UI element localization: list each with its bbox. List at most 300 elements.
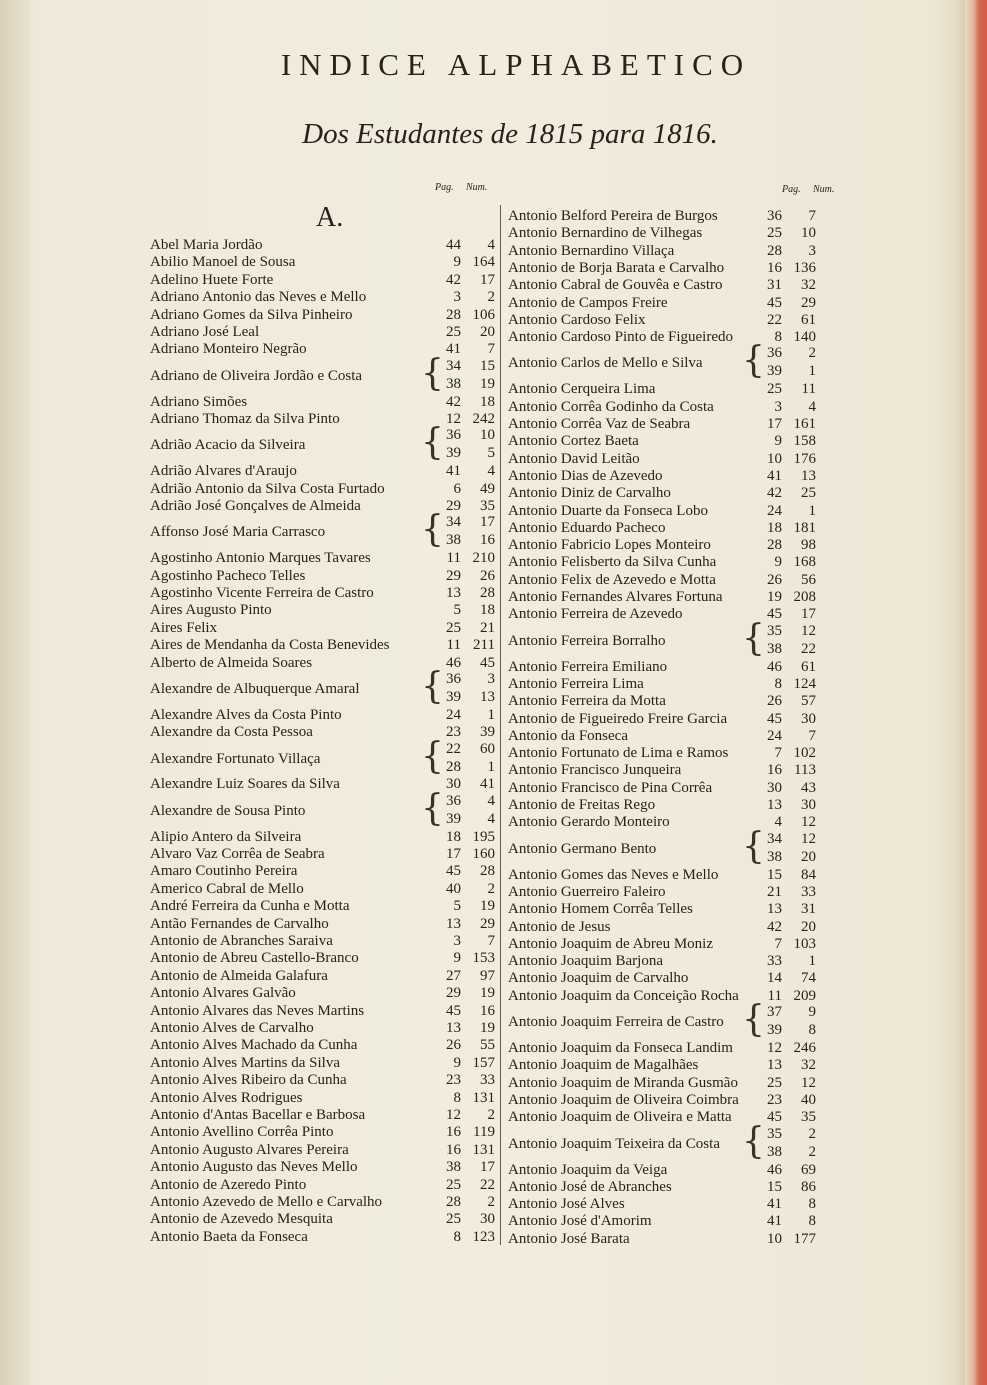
brace-glyph: { [421,787,444,829]
student-name: Adriano de Oliveira Jordão e Costa [150,367,363,384]
index-entry [150,932,495,950]
index-entry [508,952,816,970]
student-name: Antonio David Leitão [508,450,640,467]
student-name: Antonio Joaquim de Miranda Gusmão [508,1074,738,1091]
entry-number: 31 [801,901,816,918]
page-number: 46 [446,654,461,671]
entry-number: 17 [801,606,816,623]
entry-number: 3 [808,242,816,259]
student-name: Antonio Felisberto da Silva Cunha [508,554,717,571]
page-number: 5 [453,602,461,619]
entry-number: 102 [793,745,816,762]
index-entry [150,1158,495,1176]
index-entry [508,207,816,225]
student-name: Antonio Ferreira de Azevedo [508,606,683,623]
page-number: 36 [446,671,461,687]
entry-number: 17 [480,271,495,288]
index-entry [508,553,816,571]
entry-number: 28 [480,863,495,880]
entry-number: 4 [487,792,495,809]
index-entry [508,1230,816,1248]
page-number: 25 [767,1074,782,1091]
page-number: 25 [446,619,461,636]
student-name: Antonio Francisco Junqueira [508,762,682,779]
entry-number: 7 [487,341,495,358]
index-entry [150,1054,495,1072]
entry-number: 7 [808,208,816,224]
page-number: 26 [446,1037,461,1054]
page-number: 29 [446,985,461,1002]
index-entry [150,306,495,324]
student-name: Antonio Ferreira Lima [508,675,644,692]
index-entry [508,467,816,485]
index-entry [508,502,816,520]
entry-number: 158 [793,433,816,450]
entry-number: 12 [801,1074,816,1091]
entry-number: 2 [808,345,816,362]
page-number: 10 [767,450,782,467]
page-number: 25 [767,381,782,398]
page-number: 30 [446,776,461,793]
page-number: 42 [446,393,461,410]
page-number: 46 [767,658,782,675]
entry-number: 12 [801,622,816,639]
entry-number: 131 [472,1141,495,1158]
page-number: 28 [767,242,782,259]
student-name: Antonio Ferreira da Motta [508,693,666,710]
index-entry [508,1161,816,1179]
student-name: Alexandre de Albuquerque Amaral [150,681,360,697]
student-name: Antonio Joaquim Teixeira da Costa [508,1135,720,1152]
page-number: 11 [446,550,461,567]
page-number: 13 [446,1020,461,1036]
index-entry [508,744,816,762]
entry-number: 140 [793,329,816,346]
page-number: 9 [453,254,461,271]
student-name: Antonio de Jesus [508,918,611,935]
index-entry [508,796,816,814]
student-name: Antonio Alves Martins da Silva [150,1054,340,1071]
page-number: 19 [767,589,782,605]
page-number: 4 [774,814,782,831]
student-name: Antonio Joaquim de Oliveira e Matta [508,1109,732,1126]
index-entry [508,969,816,987]
page-number: 35 [767,1125,782,1142]
student-name: Antonio Carlos de Mello e Silva [508,355,703,372]
index-entry [150,393,495,411]
page-number: 21 [767,883,782,900]
page-number: 30 [767,779,782,796]
index-entry [150,323,495,341]
index-entry [150,1106,495,1124]
index-entry [508,866,816,884]
page-number: 26 [767,693,782,710]
student-name: André Ferreira da Cunha e Motta [150,898,350,915]
index-entry [150,462,495,480]
page-number: 38 [446,375,461,392]
student-name: Antonio Eduardo Pacheco [508,519,666,536]
page-number: 40 [446,880,461,897]
page-number: 37 [767,1004,782,1020]
index-entry [508,605,816,623]
brace-glyph: { [421,666,444,707]
index-entry [508,224,816,242]
entry-number: 4 [808,398,816,415]
index-entry [508,900,816,918]
entry-number: 28 [480,585,495,601]
page-number: 9 [774,554,782,571]
student-name: Antonio de Borja Barata e Carvalho [508,259,725,276]
index-entry [508,813,816,831]
index-entry [508,883,816,901]
page-number: 41 [446,341,461,358]
page-number: 8 [774,675,782,692]
student-name: Antonio Joaquim de Magalhães [508,1057,699,1074]
entry-number: 119 [473,1124,495,1141]
index-entry [508,276,816,294]
page-number: 25 [446,324,461,340]
page-number: 7 [774,745,782,762]
index-entry [508,692,816,710]
entry-number: 19 [480,1020,495,1036]
entry-number: 1 [808,953,816,970]
entry-number: 49 [480,480,495,497]
index-entry [150,984,495,1002]
student-name: Antonio Alves Rodrigues [150,1089,303,1106]
entry-number: 161 [793,416,816,432]
page-number: 22 [767,311,782,328]
entry-number: 20 [801,848,816,865]
index-entry [150,619,495,637]
page-number: 16 [767,762,782,779]
entry-number: 25 [801,485,816,502]
index-entry [150,601,495,619]
student-name: Antonio Ferreira Borralho [508,632,666,649]
entry-number: 57 [801,693,816,710]
entry-number: 209 [793,987,816,1004]
index-entry [150,828,495,846]
entry-number: 22 [480,1176,495,1193]
student-name: Antonio Duarte da Fonseca Lobo [508,502,708,519]
student-name: Adriano Gomes da Silva Pinheiro [150,306,353,323]
index-entry [508,675,816,693]
entry-number: 160 [472,846,495,862]
brace-glyph: { [742,999,765,1040]
index-entry [508,484,816,502]
entry-number: 39 [480,724,495,741]
page-number: 13 [767,901,782,918]
student-name: Antonio José d'Amorim [508,1213,652,1230]
student-name: Alexandre Fortunato Villaça [150,750,321,767]
page-number: 3 [453,933,461,949]
index-entry [508,617,816,659]
entry-number: 10 [480,427,495,444]
entry-number: 30 [801,797,816,813]
student-name: Antão Fernandes de Carvalho [150,915,329,932]
page-number: 16 [446,1124,461,1141]
entry-number: 43 [801,779,816,796]
student-name: Antonio Corrêa Vaz de Seabra [508,416,691,432]
page-number: 16 [767,259,782,276]
entry-number: 33 [480,1072,495,1089]
page-number: 14 [767,970,782,987]
entry-number: 30 [801,710,816,727]
student-name: Antonio de Abreu Castello-Branco [150,950,359,967]
index-entry [508,999,816,1040]
page-number: 6 [453,480,461,497]
page-number: 25 [767,225,782,242]
column-divider [500,205,501,1245]
entry-number: 45 [480,654,495,671]
index-entry [150,1193,495,1211]
student-name: Antonio Gerardo Monteiro [508,814,670,831]
page-number: 28 [446,758,461,775]
entry-number: 3 [487,671,495,687]
page-number: 13 [767,1057,782,1074]
right-num-header: Num. [813,184,835,195]
page-number: 39 [446,810,461,827]
page-number: 23 [767,1091,782,1108]
section-letter: A. [316,202,344,233]
entry-number: 30 [480,1211,495,1228]
index-entry [508,328,816,346]
student-name: Antonio Joaquim Ferreira de Castro [508,1014,724,1030]
page-number: 11 [446,637,461,654]
page-number: 39 [446,689,461,705]
page-number: 8 [453,1228,461,1245]
index-entry [508,1056,816,1074]
index-entry [150,862,495,880]
brace-glyph: { [742,825,765,867]
entry-number: 12 [801,830,816,847]
brace-glyph: { [421,422,444,464]
index-entry [150,509,495,551]
student-name: Alipio Antero da Silveira [150,828,302,845]
page-number: 8 [774,329,782,346]
page-number: 17 [767,416,782,432]
student-name: Affonso José Maria Carrasco [150,524,326,541]
entry-number: 7 [487,933,495,949]
index-entry [150,1036,495,1054]
entry-number: 103 [793,935,816,952]
index-entry [150,1228,495,1246]
page-number: 36 [767,208,782,224]
page-number: 45 [767,606,782,623]
student-name: Antonio Homem Corrêa Telles [508,901,693,918]
page-number: 23 [446,1072,461,1089]
index-entry [508,571,816,589]
page-number: 13 [446,915,461,932]
page-number: 45 [767,294,782,311]
brace-glyph: { [421,735,444,777]
student-name: Americo Cabral de Mello [150,880,304,897]
page-binding [0,0,30,1385]
entry-number: 4 [487,463,495,480]
index-entry [150,1089,495,1107]
page-number: 34 [446,514,461,531]
entry-number: 74 [801,970,816,987]
index-entry [508,710,816,728]
page-number: 25 [446,1211,461,1228]
entry-number: 181 [793,519,816,536]
index-entry [508,415,816,433]
index-entry [150,666,495,707]
student-name: Antonio Fabricio Lopes Monteiro [508,537,711,554]
student-name: Antonio Augusto das Neves Mello [150,1159,358,1176]
index-entry [150,352,495,394]
index-entry [150,1071,495,1089]
index-entry [150,880,495,898]
student-name: Antonio Joaquim Barjona [508,953,663,970]
student-name: Antonio Cerqueira Lima [508,381,656,398]
entry-number: 136 [793,259,816,276]
student-name: Antonio Joaquim de Oliveira Coimbra [508,1091,739,1108]
index-entry [508,519,816,537]
index-entry [150,549,495,567]
index-entry [508,259,816,277]
index-entry [150,1176,495,1194]
right-pag-header: Pag. [782,184,801,195]
entry-number: 17 [480,514,495,531]
index-entry [508,340,816,382]
entry-number: 29 [480,915,495,932]
entry-number: 17 [480,1159,495,1176]
student-name: Aires Felix [150,619,218,636]
student-name: Abel Maria Jordão [150,237,263,253]
entry-number: 56 [801,571,816,588]
page-number: 3 [453,289,461,306]
index-entry [150,1210,495,1228]
page-number: 41 [446,463,461,480]
student-name: Antonio Joaquim da Conceição Rocha [508,987,739,1004]
page-number: 35 [767,622,782,639]
student-name: Antonio de Azevedo Mesquita [150,1211,333,1228]
student-name: Agostinho Pacheco Telles [150,567,306,584]
entry-number: 18 [480,393,495,410]
index-entry [508,825,816,867]
student-name: Antonio Fernandes Alvares Fortuna [508,589,723,605]
page-number: 39 [767,1022,782,1038]
entry-number: 1 [487,706,495,723]
entry-number: 153 [472,950,495,967]
index-entry [150,845,495,863]
student-name: Aires Augusto Pinto [150,602,272,619]
student-name: Antonio de Almeida Galafura [150,967,328,984]
student-name: Antonio Belford Pereira de Burgos [508,208,718,224]
page-number: 41 [767,467,782,484]
page-number: 46 [767,1161,782,1178]
page-number: 18 [767,519,782,536]
entry-number: 208 [793,589,816,605]
page-number: 25 [446,1176,461,1193]
entry-number: 2 [487,880,495,897]
student-name: Alexandre Alves da Costa Pinto [150,706,342,723]
student-name: Antonio José de Abranches [508,1178,672,1195]
entry-number: 18 [480,602,495,619]
page-number: 28 [446,1194,461,1210]
page-number: 45 [446,863,461,880]
brace-glyph: { [742,340,765,382]
page-number: 42 [446,271,461,288]
index-entry [150,1019,495,1037]
entry-number: 2 [487,1107,495,1123]
student-name: Adrião Alvares d'Araujo [150,463,297,480]
page-number: 24 [446,706,461,723]
index-entry [150,915,495,933]
student-name: Antonio Alves Ribeiro da Cunha [150,1072,347,1089]
left-num-header: Num. [466,182,488,193]
student-name: Antonio Baeta da Fonseca [150,1228,308,1245]
entry-number: 1 [487,758,495,775]
student-name: Antonio Augusto Alvares Pereira [150,1141,349,1158]
page-number: 26 [767,571,782,588]
entry-number: 16 [480,532,495,549]
entry-number: 61 [801,658,816,675]
index-entry [150,480,495,498]
student-name: Agostinho Vicente Ferreira de Castro [150,585,374,601]
entry-number: 26 [480,567,495,584]
student-name: Adriano Monteiro Negrão [150,341,307,358]
student-name: Antonio Joaquim de Carvalho [508,970,689,987]
student-name: Abilio Manoel de Sousa [150,254,296,271]
index-entry [508,1074,816,1092]
index-entry [150,706,495,724]
entry-number: 164 [472,254,495,271]
entry-number: 84 [801,866,816,883]
student-name: Alexandre da Costa Pessoa [150,724,313,741]
page-number: 22 [446,740,461,757]
page-number: 42 [767,485,782,502]
student-name: Adrião Acacio da Silveira [150,437,306,454]
page-number: 9 [453,1054,461,1071]
brace-glyph: { [742,1120,765,1162]
student-name: Alexandre Luiz Soares da Silva [150,776,340,793]
student-name: Antonio José Alves [508,1196,625,1213]
student-name: Antonio Cabral de Gouvêa e Castro [508,277,723,294]
entry-number: 11 [801,381,816,398]
student-name: Antonio Corrêa Godinho da Costa [508,398,714,415]
entry-number: 22 [801,640,816,657]
entry-number: 32 [801,1057,816,1074]
student-name: Adrião José Gonçalves de Almeida [150,498,361,514]
entry-number: 113 [794,762,816,779]
entry-number: 21 [480,619,495,636]
student-name: Antonio Alvares Galvão [150,985,296,1002]
entry-number: 124 [793,675,816,692]
student-name: Antonio Alves de Carvalho [150,1020,314,1036]
page-number: 12 [446,411,461,427]
entry-number: 8 [808,1196,816,1213]
index-entry [150,253,495,271]
index-entry [508,987,816,1005]
page-number: 45 [767,710,782,727]
entry-number: 13 [801,467,816,484]
index-entry [150,897,495,915]
student-name: Antonio de Freitas Rego [508,797,656,813]
index-entry [508,242,816,260]
student-name: Antonio d'Antas Bacellar e Barbosa [150,1107,366,1123]
entry-number: 157 [472,1054,495,1071]
student-name: Agostinho Antonio Marques Tavares [150,550,371,567]
index-entry [508,1195,816,1213]
page-number: 45 [767,1109,782,1126]
index-entry [508,536,816,554]
index-entry [508,588,816,606]
student-name: Antonio de Campos Freire [508,294,668,311]
page-number: 45 [446,1002,461,1019]
page-number: 38 [446,532,461,549]
page-number: 18 [446,828,461,845]
